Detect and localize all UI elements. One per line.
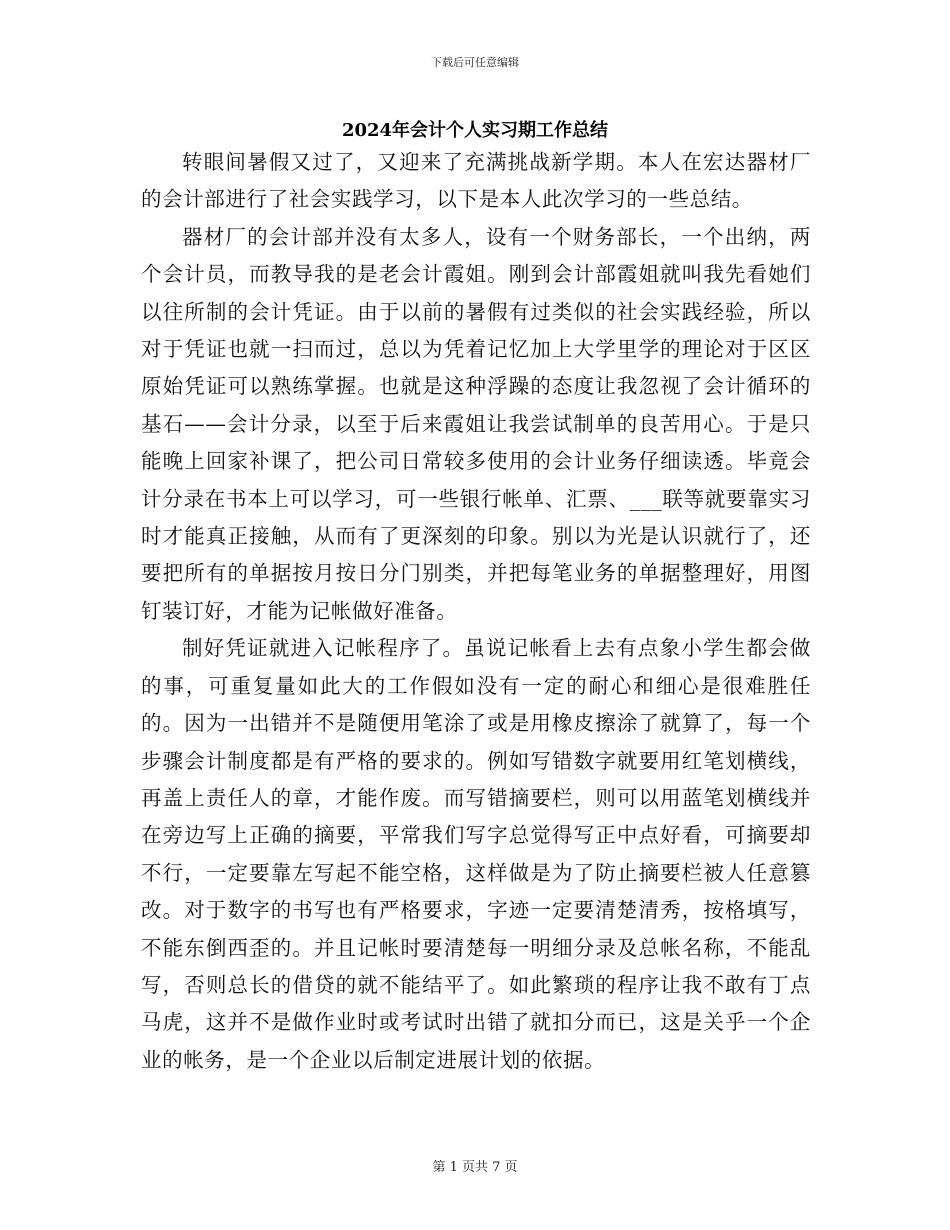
page-header-note: 下载后可任意编辑 (431, 56, 519, 69)
body-paragraph: 转眼间暑假又过了，又迎来了充满挑战新学期。本人在宏达器材厂的会计部进行了社会实践学习，以下是本人此次学习的一些总结。 (141, 150, 811, 212)
document-title: 2024年会计个人实习期工作总结 (341, 120, 609, 141)
document-body (141, 144, 811, 1079)
page-number-footer: 第 1 页共 7 页 (432, 1160, 518, 1175)
body-paragraph: 器材厂的会计部并没有太多人，设有一个财务部长，一个出纳，两个会计员，而教导我的是老会计霞姐。刚到会计部霞姐就叫我先看她们以往所制的会计凭证。由于以前的暑假有过类似的社会实践经验，所以对于凭证也就一扫而过，总以为凭着记忆加上大学里学的理论对于区区原始凭证可以熟练掌握。也就是这种浮躁的态度让我忽视了会计循环的基石——会计分录，以至于后来霞姐让我尝试制单的良苦用心。于是只能晚上回家补课了，把公司日常较多使用的会计业务仔细读透。毕竟会计分录在书本上可以学习，可一些银行帐单、汇票、___联等就要靠实习时才能真正接触，从而有了更深刻的印象。别以为光是认识就行了，还要把所有的单据按月按日分门别类，并把每笔业务的单据整理好，用图钉装订好，才能为记帐做好准备。 (141, 224, 811, 623)
body-paragraph: 制好凭证就进入记帐程序了。虽说记帐看上去有点象小学生都会做的事，可重复量如此大的工作假如没有一定的耐心和细心是很难胜任的。因为一出错并不是随便用笔涂了或是用橡皮擦涂了就算了，每一个步骤会计制度都是有严格的要求的。例如写错数字就要用红笔划横线，再盖上责任人的章，才能作废。而写错摘要栏，则可以用蓝笔划横线并在旁边写上正确的摘要，平常我们写字总觉得写正中点好看，可摘要却不行，一定要靠左写起不能空格，这样做是为了防止摘要栏被人任意篡改。对于数字的书写也有严格要求，字迹一定要清楚清秀，按格填写，不能东倒西歪的。并且记帐时要清楚每一明细分录及总帐名称，不能乱写，否则总长的借贷的就不能结平了。如此繁琐的程序让我不敢有丁点马虎，这并不是做作业时或考试时出错了就扣分而已，这是关乎一个企业的帐务，是一个企业以后制定进展计划的依据。 (141, 636, 811, 1072)
